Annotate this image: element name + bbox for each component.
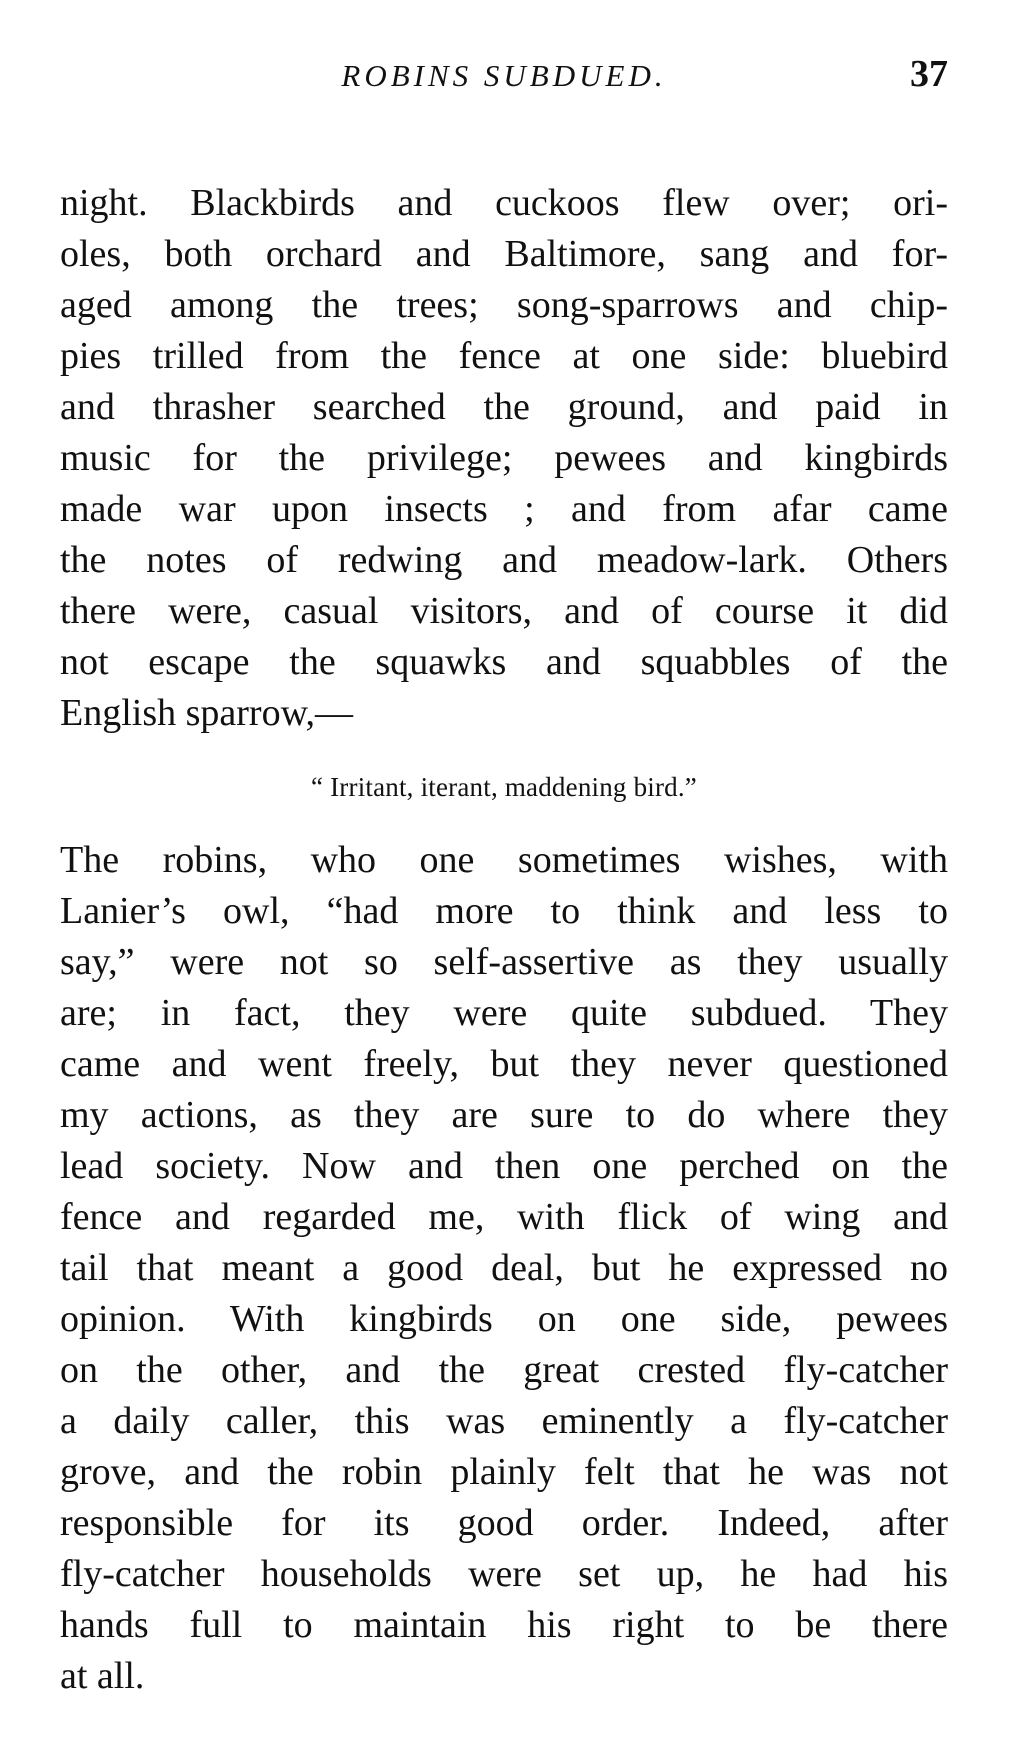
text-line: a daily caller, this was eminently a fly-catcher [60, 1400, 948, 1442]
text-line: my actions, as they are sure to do where they [60, 1094, 948, 1136]
text-line: music for the privilege; pewees and kingbirds [60, 437, 948, 479]
page-header [60, 50, 948, 110]
text-line: oles, both orchard and Baltimore, sang and for- [60, 233, 948, 275]
text-line: at all. [60, 1655, 145, 1697]
text-line: on the other, and the great crested fly-catcher [60, 1349, 948, 1391]
text-line: English sparrow,— [60, 692, 354, 734]
text-line: responsible for its good order. Indeed, after [60, 1502, 948, 1544]
text-line: are; in fact, they were quite subdued. They [60, 992, 948, 1034]
paragraph-1 [60, 178, 948, 739]
text-line: pies trilled from the fence at one side: bluebird [60, 335, 948, 377]
text-line: and thrasher searched the ground, and paid in [60, 386, 948, 428]
text-line: lead society. Now and then one perched on the [60, 1145, 948, 1187]
text-line: grove, and the robin plainly felt that he was not [60, 1451, 948, 1493]
running-title: ROBINS SUBDUED. [341, 58, 667, 93]
text-line: fly-catcher households were set up, he had his [60, 1553, 948, 1595]
text-line: night. Blackbirds and cuckoos flew over; ori- [60, 182, 948, 224]
text-line: the notes of redwing and meadow-lark. Others [60, 539, 948, 581]
text-line: opinion. With kingbirds on one side, pewees [60, 1298, 948, 1340]
text-line: there were, casual visitors, and of course it did [60, 590, 948, 632]
paragraph-2 [60, 835, 948, 1702]
book-page [60, 50, 948, 1702]
page-number: 37 [910, 53, 948, 95]
text-line: not escape the squawks and squabbles of the [60, 641, 948, 683]
text-line: aged among the trees; song-sparrows and chip- [60, 284, 948, 326]
text-line: The robins, who one sometimes wishes, with [60, 839, 948, 881]
text-line: tail that meant a good deal, but he expressed no [60, 1247, 948, 1289]
block-quote: “ Irritant, iterant, maddening bird.” [310, 772, 697, 802]
text-line: fence and regarded me, with flick of wing and [60, 1196, 948, 1238]
text-line: say,” were not so self-assertive as they usually [60, 941, 948, 983]
text-line: hands full to maintain his right to be there [60, 1604, 948, 1646]
text-line: Lanier’s owl, “had more to think and less to [60, 890, 948, 932]
text-line: made war upon insects ; and from afar came [60, 488, 948, 530]
text-line: came and went freely, but they never questioned [60, 1043, 948, 1085]
